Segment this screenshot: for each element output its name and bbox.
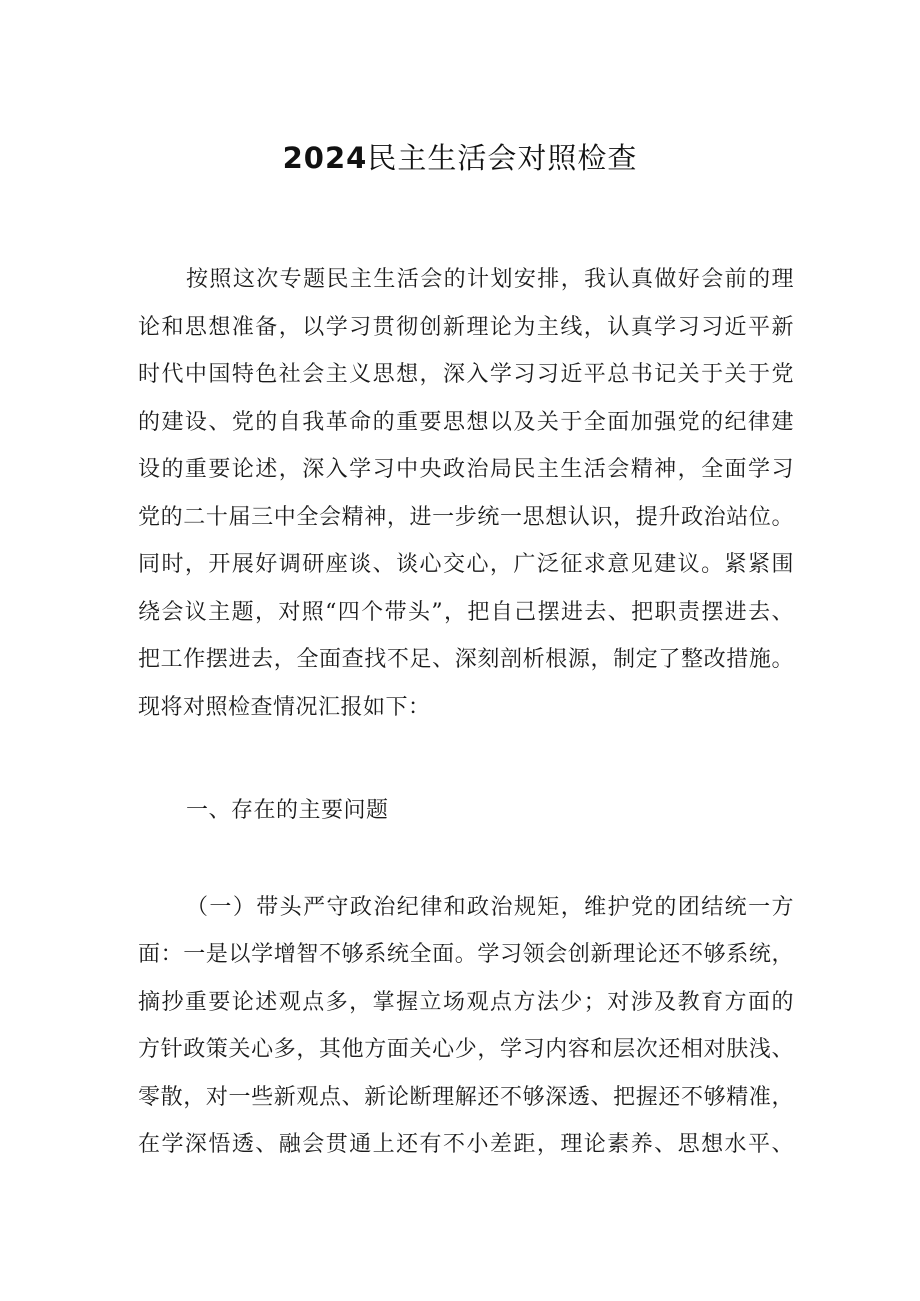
- section-line-4: 方针政策关心多，其他方面关心少，学习内容和层次还相对肤浅、: [138, 1037, 794, 1062]
- intro-line-5: 设的重要论述，深入学习中央政治局民主生活会精神，全面学习: [138, 457, 794, 482]
- document-title: [0, 136, 920, 177]
- title-text: 民主生活会对照检查: [367, 141, 638, 175]
- intro-line-3: 时代中国特色社会主义思想，深入学习习近平总书记关于关于党: [138, 362, 794, 387]
- intro-line-4: 的建设、党的自我革命的重要思想以及关于全面加强党的纪律建: [138, 410, 794, 435]
- intro-line-9: 把工作摆进去，全面查找不足、深刻剖析根源，制定了整改措施。: [138, 647, 794, 672]
- intro-line-2: 论和思想准备，以学习贯彻创新理论为主线，认真学习习近平新: [138, 315, 794, 340]
- intro-line-8: 绕会议主题，对照“四个带头”，把自己摆进去、把职责摆进去、: [138, 600, 794, 625]
- intro-line-10: 现将对照检查情况汇报如下：: [138, 695, 431, 720]
- section-line-5: 零散，对一些新观点、新论断理解还不够深透、把握还不够精准，: [138, 1085, 794, 1110]
- intro-line-7: 同时，开展好调研座谈、谈心交心，广泛征求意见建议。紧紧围: [138, 552, 794, 577]
- section-line-6: 在学深悟透、融会贯通上还有不小差距，理论素养、思想水平、: [138, 1132, 794, 1157]
- title-year: 2024: [282, 141, 368, 175]
- section-heading: 一、存在的主要问题: [186, 798, 389, 823]
- section-line-1: （一）带头严守政治纪律和政治规矩，维护党的团结统一方: [186, 895, 794, 920]
- intro-line-1: 按照这次专题民主生活会的计划安排，我认真做好会前的理: [186, 267, 794, 292]
- section-line-3: 摘抄重要论述观点多，掌握立场观点方法少；对涉及教育方面的: [138, 990, 794, 1015]
- section-line-2: 面：一是以学增智不够系统全面。学习领会创新理论还不够系统，: [138, 942, 794, 967]
- intro-line-6: 党的二十届三中全会精神，进一步统一思想认识，提升政治站位。: [138, 505, 794, 530]
